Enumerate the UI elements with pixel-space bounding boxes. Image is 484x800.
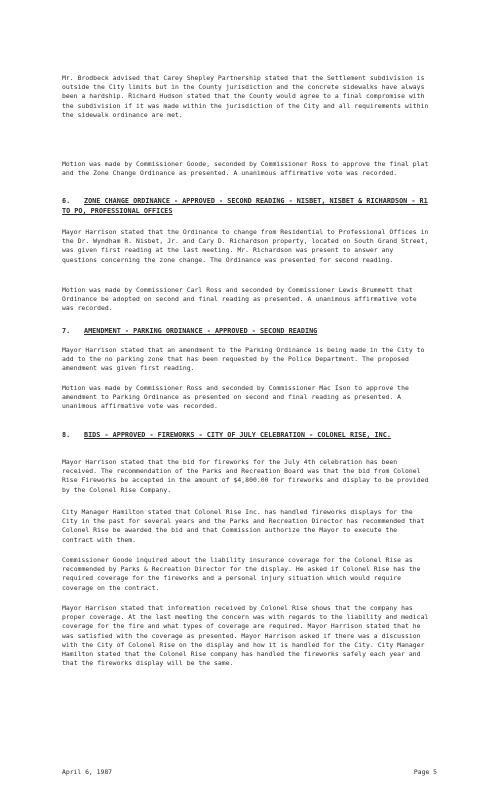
section-heading [62, 430, 432, 440]
section-heading [62, 326, 432, 336]
page-number: Page 5 [413, 768, 437, 776]
paragraph [62, 604, 432, 668]
paragraph [62, 286, 432, 314]
paragraph-text: Commissioner Goode inquired about the liability insurance coverage for the Colonel Rise as recommended by Parks & Recreation Director for the display. He asked if Colonel Rise has the required coverage for the fireworks and a personal injury situation which would require coverage on the contract. [62, 556, 421, 592]
paragraph-text: Motion was made by Commissioner Goode, seconded by Commissioner Ross to approve the final plat and the Zone Change Ordinance as presented. A unanimous affirmative vote was recorded. [62, 160, 429, 178]
paragraph [62, 346, 432, 374]
paragraph [62, 556, 432, 593]
paragraph [62, 228, 432, 265]
section-title: ZONE CHANGE ORDINANCE - APPROVED - SECOND READING - NISBET, NISBET & RICHARDSON - R1 TO PO, PROFESSIONAL OFFICES [62, 197, 428, 215]
page-footer [62, 768, 437, 777]
section-title: BIDS - APPROVED - FIREWORKS - CITY OF JULY CELEBRATION - COLONEL RISE, INC. [84, 431, 391, 439]
section-number: 8. [62, 431, 71, 439]
paragraph-text: Mayor Harrison stated that an amendment to the Parking Ordinance is being made in the City to add to the no parking zone that has been requested by the Police Department. The proposed amendment was given first reading. [62, 346, 425, 373]
footer-date: April 6, 1987 [62, 768, 113, 776]
paragraph-text: Mayor Harrison stated that information received by Colonel Rise shows that the company has proper coverage. At the last meeting the concern was with regards to the liability and medical coverage for the fire and what types of coverage are required. Mayor Harrison stated that he was satisfied with the coverage as presented. Mayor Harrison asked if there was a discussion with the City of Colonel Rise on the display and how it is handled for the City. City Manager Hamilton stated that the Colonel Rise company has handled the fireworks safely each year and that the fireworks display will be the same. [62, 604, 429, 668]
paragraph [62, 458, 432, 495]
section-title: AMENDMENT - PARKING ORDINANCE - APPROVED - SECOND READING [84, 327, 318, 335]
paragraph-text: Motion was made by Commissioner Carl Ross and seconded by Commissioner Lewis Brummett that Ordinance be adopted on second and final reading as presented. A unanimous affirmative vote was recorded. [62, 286, 417, 313]
paragraph [62, 160, 432, 178]
paragraph [62, 508, 432, 545]
section-number: 7. [62, 327, 71, 335]
paragraph-text: Mr. Brodbeck advised that Carey Shepley Partnership stated that the Settlement subdivision is outside the City limits but in the County jurisdiction and the concrete sidewalks have always been a hardship. Richard Hudson stated that the County would agree to a final compromise with the subdivision if it was made within the jurisdiction of the City and all requirements within the sidewalk ordinance are met. [62, 74, 429, 119]
section-heading [62, 196, 432, 216]
paragraph [62, 384, 432, 412]
paragraph-text: City Manager Hamilton stated that Colonel Rise Inc. has handled fireworks displays for the City in the past for several years and the Parks and Recreation Director has recommended that Colonel Rise be awarded the bid and that Commission authorize the Mayor to execute the contract with them. [62, 508, 425, 544]
paragraph [62, 74, 432, 120]
paragraph-text: Mayor Harrison stated that the Ordinance to change from Residential to Professional Offices in the Dr. Wyndham R. Nisbet, Jr. and Cary D. Richardson property, located on South Grand Street, was given first reading at the last meeting. Mr. Richardson was present to answer any questions concerning the zone change. The Ordinance was presented for second reading. [62, 228, 429, 264]
paragraph-text: Mayor Harrison stated that the bid for fireworks for the July 4th celebration has been received. The recommendation of the Parks and Recreation Board was that the bid from Colonel Rise Fireworks be accepted in the amount of $4,800.00 for fireworks and display to be provided by the Colonel Rise Company. [62, 458, 429, 494]
section-number: 6. [62, 197, 71, 205]
paragraph-text: Motion was made by Commissioner Ross and seconded by Commissioner Mac Ison to approve the amendment to Parking Ordinance as presented on second and final reading as presented. A unanimous affirmative vote was recorded. [62, 384, 409, 411]
